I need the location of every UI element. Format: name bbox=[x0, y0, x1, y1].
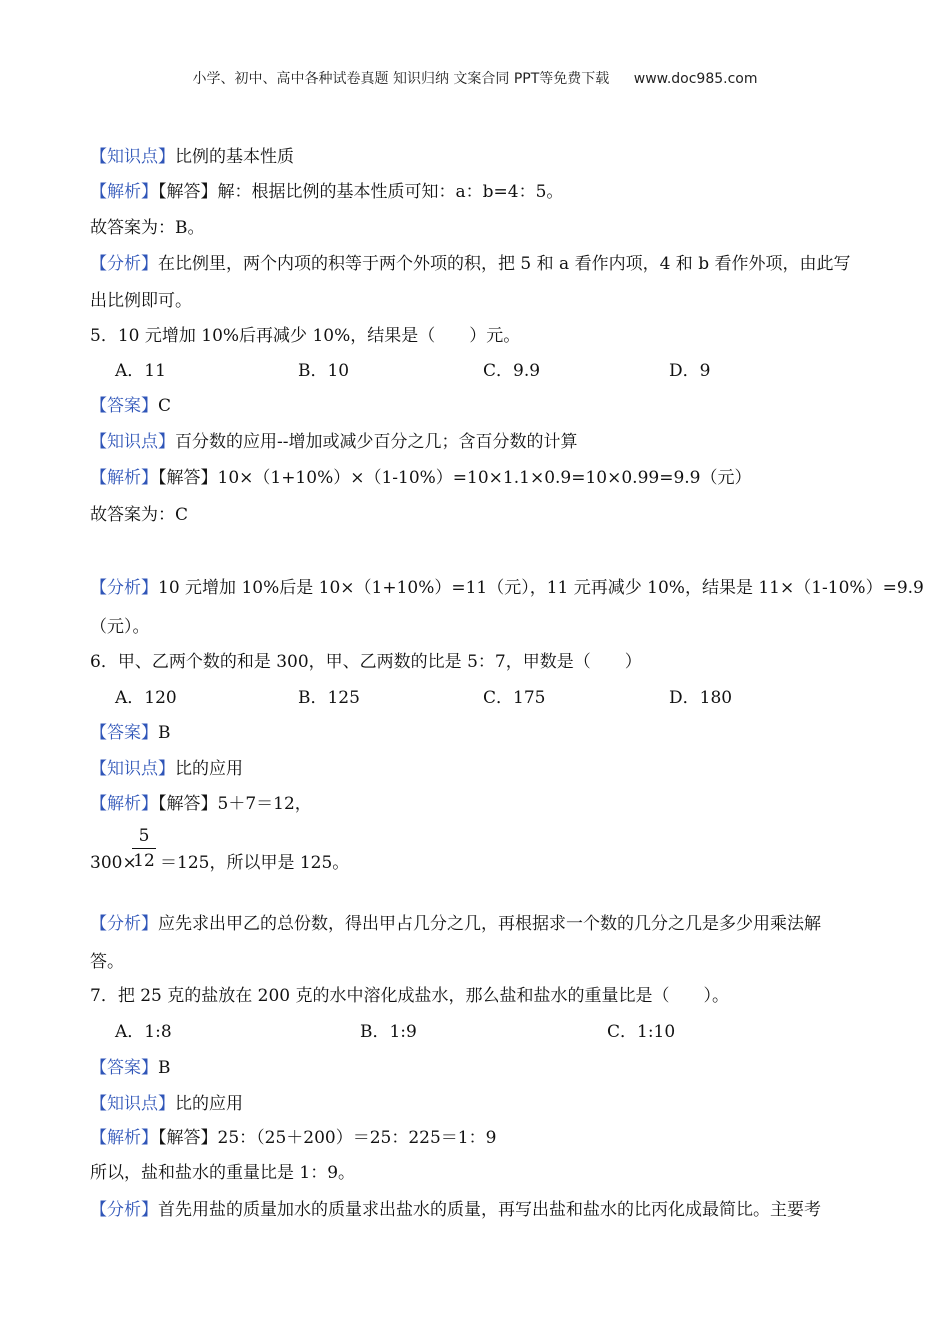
knowledge-tag: 【知识点】 bbox=[90, 147, 175, 167]
comment-tag: 【分析】 bbox=[90, 578, 158, 598]
q7-conclusion: 所以，盐和盐水的重量比是 1：9。 bbox=[90, 1163, 356, 1183]
fraction-numerator: 5 bbox=[132, 826, 156, 849]
comment-text: 应先求出甲乙的总份数，得出甲占几分之几，再根据求一个数的几分之几是多少用乘法解 bbox=[158, 914, 821, 934]
q7-analysis bbox=[90, 1127, 496, 1149]
q7-option-b: B．1:9 bbox=[360, 1022, 417, 1042]
knowledge-tag: 【知识点】 bbox=[90, 1094, 175, 1114]
q4-comment bbox=[90, 253, 850, 275]
q6-calc-prefix: 300× bbox=[90, 853, 137, 873]
analysis-tag: 【解析】 bbox=[90, 468, 158, 488]
q7-option-c: C．1:10 bbox=[607, 1022, 676, 1042]
answer-text: C bbox=[158, 396, 172, 416]
answer-text: B bbox=[158, 1058, 171, 1078]
q5-comment bbox=[90, 577, 924, 599]
answer-text: B bbox=[158, 723, 171, 743]
header-url[interactable]: www.doc985.com bbox=[633, 71, 758, 87]
q5-conclusion: 故答案为：C bbox=[90, 505, 189, 525]
q4-knowledge bbox=[90, 146, 294, 168]
q6-option-b: B．125 bbox=[298, 688, 360, 708]
comment-tag: 【分析】 bbox=[90, 914, 158, 934]
q5-option-b: B．10 bbox=[298, 361, 350, 381]
knowledge-text: 比的应用 bbox=[175, 759, 243, 779]
q5-analysis bbox=[90, 467, 752, 489]
q5-comment-cont: （元）。 bbox=[90, 617, 150, 637]
page-header bbox=[0, 68, 950, 88]
analysis-tag: 【解析】 bbox=[90, 182, 158, 202]
analysis-tag: 【解析】 bbox=[90, 1128, 158, 1148]
fraction bbox=[132, 826, 156, 871]
q5-answer bbox=[90, 395, 171, 417]
q6-option-c: C．175 bbox=[483, 688, 546, 708]
q5-knowledge bbox=[90, 431, 578, 453]
knowledge-tag: 【知识点】 bbox=[90, 759, 175, 779]
analysis-text: 【解答】10×（1+10%）×（1-10%）=10×1.1×0.9=10×0.99=9.9（元） bbox=[158, 468, 752, 488]
q7-answer bbox=[90, 1057, 171, 1079]
q6-option-d: D．180 bbox=[669, 688, 733, 708]
answer-tag: 【答案】 bbox=[90, 1058, 158, 1078]
knowledge-text: 百分数的应用--增加或减少百分之几；含百分数的计算 bbox=[175, 432, 578, 452]
q6-analysis bbox=[90, 793, 312, 815]
q6-answer bbox=[90, 722, 171, 744]
comment-text: 首先用盐的质量加水的质量求出盐水的质量，再写出盐和盐水的比丙化成最简比。主要考 bbox=[158, 1200, 821, 1220]
q7-question: 7．把 25 克的盐放在 200 克的水中溶化成盐水，那么盐和盐水的重量比是（ ）。 bbox=[90, 986, 730, 1006]
comment-tag: 【分析】 bbox=[90, 1200, 158, 1220]
q7-knowledge bbox=[90, 1093, 243, 1115]
analysis-text: 【解答】5＋7＝12， bbox=[158, 794, 312, 814]
comment-tag: 【分析】 bbox=[90, 254, 158, 274]
q6-comment-cont: 答。 bbox=[90, 952, 124, 972]
q6-comment bbox=[90, 913, 821, 935]
answer-tag: 【答案】 bbox=[90, 396, 158, 416]
q5-option-a: A．11 bbox=[115, 361, 166, 381]
comment-text: 在比例里，两个内项的积等于两个外项的积，把 5 和 a 看作内项，4 和 b 看作外项，由此写 bbox=[158, 254, 851, 274]
analysis-tag: 【解析】 bbox=[90, 794, 158, 814]
q4-conclusion: 故答案为：B。 bbox=[90, 218, 205, 238]
q6-calc-suffix: ＝125，所以甲是 125。 bbox=[160, 853, 350, 873]
q5-option-d: D．9 bbox=[669, 361, 711, 381]
q6-knowledge bbox=[90, 758, 243, 780]
comment-text: 10 元增加 10%后是 10×（1+10%）=11（元），11 元再减少 10%，结果是 11×（1-10%）=9.9 bbox=[158, 578, 924, 598]
answer-tag: 【答案】 bbox=[90, 723, 158, 743]
q5-question: 5．10 元增加 10%后再减少 10%，结果是（ ）元。 bbox=[90, 326, 521, 346]
fraction-denominator: 12 bbox=[133, 851, 155, 871]
knowledge-tag: 【知识点】 bbox=[90, 432, 175, 452]
header-text: 小学、初中、高中各种试卷真题 知识归纳 文案合同 PPT等免费下载 bbox=[192, 71, 610, 87]
analysis-text: 【解答】25：（25＋200）＝25：225＝1：9 bbox=[158, 1128, 497, 1148]
q5-option-c: C．9.9 bbox=[483, 361, 541, 381]
q6-option-a: A．120 bbox=[115, 688, 177, 708]
analysis-text: 【解答】解：根据比例的基本性质可知：a：b=4：5。 bbox=[158, 182, 564, 202]
q6-question: 6．甲、乙两个数的和是 300，甲、乙两数的比是 5：7，甲数是（ ） bbox=[90, 652, 642, 672]
knowledge-text: 比例的基本性质 bbox=[175, 147, 294, 167]
q4-comment-cont: 出比例即可。 bbox=[90, 291, 192, 311]
knowledge-text: 比的应用 bbox=[175, 1094, 243, 1114]
q4-analysis bbox=[90, 181, 563, 203]
q7-option-a: A．1:8 bbox=[115, 1022, 172, 1042]
q7-comment bbox=[90, 1199, 821, 1221]
